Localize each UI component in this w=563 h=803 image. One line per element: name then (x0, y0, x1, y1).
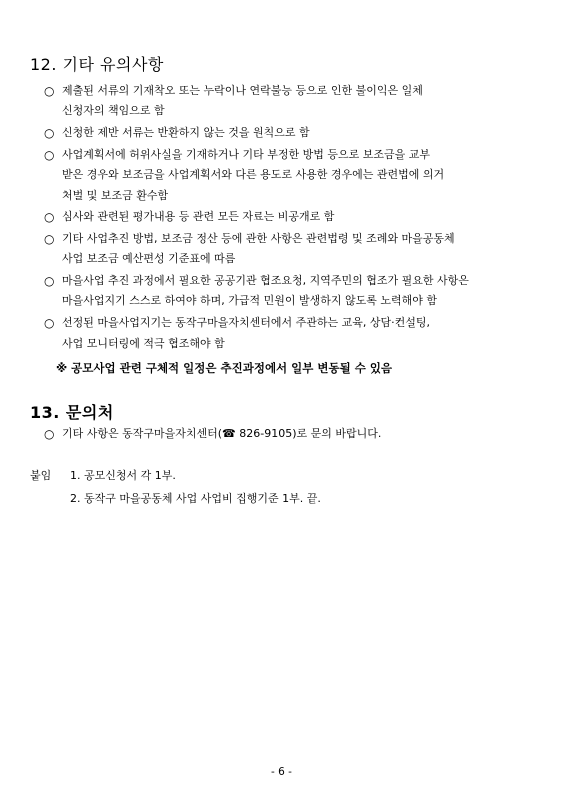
list-item-text: 심사와 관련된 평가내용 등 관련 모든 자료는 비공개로 함 (62, 210, 335, 223)
bullet-circle-icon: ○ (44, 126, 55, 140)
attachment-item: 1. 공모신청서 각 1부. (70, 469, 176, 482)
schedule-note: ※ 공모사업 관련 구체적 일정은 추진과정에서 일부 변동될 수 있음 (56, 361, 393, 375)
page-number: - 6 - (271, 766, 292, 778)
list-item-text: 기타 사업추진 방법, 보조금 정산 등에 관한 사항은 관련법령 및 조례와 마을공동체 (62, 232, 455, 245)
list-item-continuation: 사업 보조금 예산편성 기준표에 따름 (62, 252, 236, 265)
bullet-circle-icon: ○ (44, 316, 55, 330)
bullet-circle-icon: ○ (44, 210, 55, 224)
section-12-title: 12. 기타 유의사항 (30, 55, 164, 74)
bullet-circle-icon: ○ (44, 427, 55, 441)
list-item-continuation: 신청자의 책임으로 함 (62, 104, 165, 117)
list-item-text: 사업계획서에 허위사실을 기재하거나 기타 부정한 방법 등으로 보조금을 교부 (62, 148, 431, 161)
list-item-text: 선정된 마을사업지기는 동작구마을자치센터에서 주관하는 교육, 상담·컨설팅, (62, 316, 431, 329)
list-item-text: 제출된 서류의 기재착오 또는 누락이나 연락불능 등으로 인한 불이익은 일체 (62, 84, 423, 97)
bullet-circle-icon: ○ (44, 84, 55, 98)
bullet-circle-icon: ○ (44, 232, 55, 246)
list-item-continuation: 처벌 및 보조금 환수함 (62, 189, 169, 202)
attachments-label: 붙임 (30, 469, 52, 482)
bullet-circle-icon: ○ (44, 148, 55, 162)
list-item-text: 마을사업 추진 과정에서 필요한 공공기관 협조요청, 지역주민의 협조가 필요한 사항은 (62, 274, 469, 287)
contact-info-text: 기타 사항은 동작구마을자치센터(☎ 826-9105)로 문의 바랍니다. (62, 427, 382, 440)
section-13-title: 13. 문의처 (30, 403, 114, 422)
list-item-continuation: 받은 경우와 보조금을 사업계획서와 다른 용도로 사용한 경우에는 관련법에 의거 (62, 168, 445, 181)
list-item-continuation: 마을사업지기 스스로 하여야 하며, 가급적 민원이 발생하지 않도록 노력해야 함 (62, 294, 437, 307)
attachment-item: 2. 동작구 마을공동체 사업 사업비 집행기준 1부. 끝. (70, 492, 321, 505)
list-item-continuation: 사업 모니터링에 적극 협조해야 함 (62, 337, 225, 350)
list-item-text: 신청한 제반 서류는 반환하지 않는 것을 원칙으로 함 (62, 126, 310, 139)
bullet-circle-icon: ○ (44, 274, 55, 288)
